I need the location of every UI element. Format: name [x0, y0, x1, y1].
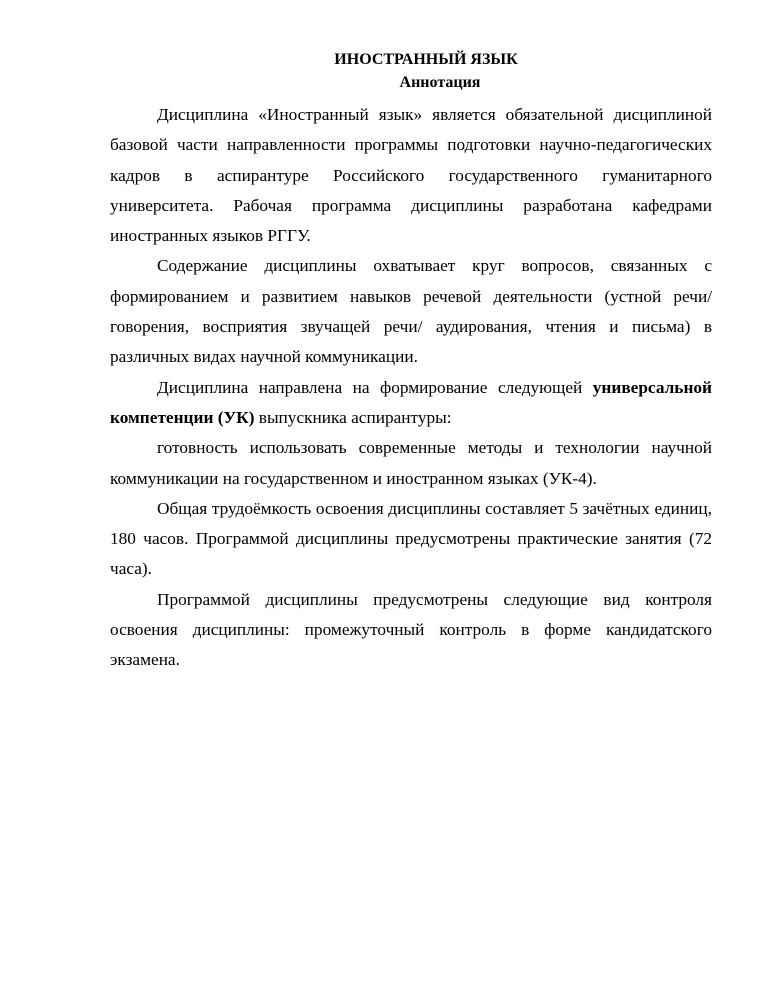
paragraph-assessment: Программой дисциплины предусмотрены следующие вид контроля освоения дисциплины: промежуточный контроль в форме кандидатского экзамена.: [110, 589, 712, 670]
paragraph-discipline-status: Дисциплина «Иностранный язык» является обязательной дисциплиной базовой части направленности программы подготовки научно-педагогических кадров в аспирантуре Российского государственного гуманитарного университета. Рабочая программа дисциплины разработана кафедрами иностранных языков РГГУ.: [110, 105, 712, 246]
document-subtitle: Аннотация: [399, 74, 481, 91]
competence-text-before: Дисциплина направлена на формирование следующей: [157, 377, 593, 397]
paragraph-discipline-content: Содержание дисциплины охватывает круг вопросов, связанных с формированием и развитием навыков речевой деятельности (устной речи/ говорения, восприятия звучащей речи/ аудирования, чтения и письма) в различных видах научной коммуникации.: [110, 256, 712, 367]
competence-term: универсальной компетенции (УК): [110, 377, 712, 427]
paragraph-competence-description: готовность использовать современные методы и технологии научной коммуникации на государственном и иностранном языках (УК-4).: [110, 438, 712, 488]
paragraph-workload: Общая трудоёмкость освоения дисциплины составляет 5 зачётных единиц, 180 часов. Программой дисциплины предусмотрены практические занятия (72 часа).: [110, 498, 712, 579]
competence-text-after: выпускника аспирантуры:: [254, 407, 452, 427]
paragraph-competence: [110, 373, 712, 434]
document-title: ИНОСТРАННЫЙ ЯЗЫК: [334, 51, 518, 68]
